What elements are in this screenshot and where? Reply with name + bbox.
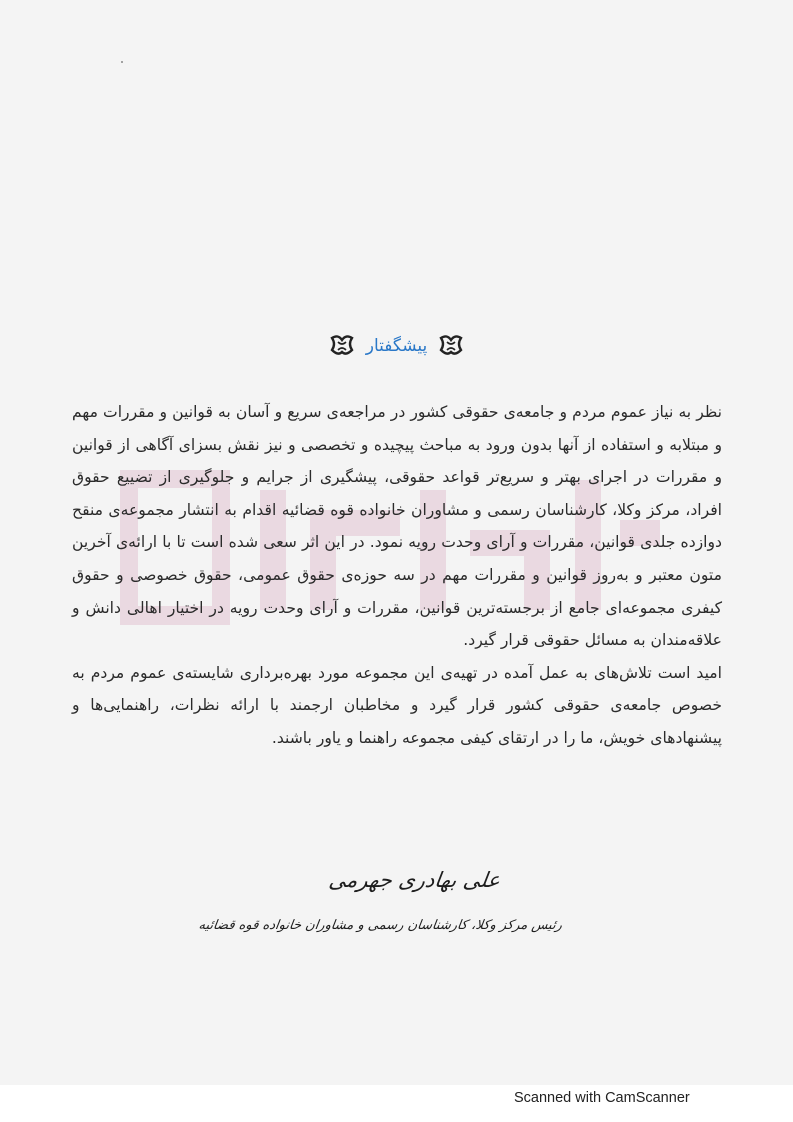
body-text bbox=[72, 396, 722, 755]
scanner-label: Scanned with CamScanner bbox=[514, 1090, 690, 1106]
ornament-right-icon bbox=[437, 332, 465, 360]
scan-speck bbox=[121, 61, 123, 63]
page-title: پیشگفتار bbox=[365, 336, 428, 356]
signature-name: علی بهادری جهرمی bbox=[327, 868, 502, 892]
paragraph-1: نظر به نیاز عموم مردم و جامعه‌ی حقوقی کشور در مراجعه‌ی سریع و آسان به قوانین و مقررات مهم و مبتلابه و استفاده از آنها بدون ورود به مباحث پیچیده و تخصصی و نیز نقش بسزای آگاهی از قوانین و مقررات در اجرای بهتر و سریع‌تر قواعد حقوقی، پیشگیری از جرایم و جلوگیری از تضییع حقوق افراد، مرکز وکلا، کارشناسان رسمی و مشاوران خانواده قوه قضائیه اقدام به انتشار مجموعه‌ی منقح دوازده جلدی قوانین، مقررات و آرای وحدت رویه نمود. در این اثر سعی شده است تا با ارائه‌ی آخرین متون معتبر و به‌روز قوانین و مقررات مهم در سه حوزه‌ی حقوق عمومی، حقوق خصوصی و حقوق کیفری مجموعه‌ای جامع از برجسته‌ترین قوانین، مقررات و آرای وحدت رویه در اختیار اهالی دانش و علاقه‌مندان به مسائل حقوقی قرار گیرد. bbox=[72, 403, 722, 650]
signature bbox=[300, 868, 540, 908]
signature-title: رئیس مرکز وکلا، کارشناسان رسمی و مشاوران خانواده قوه قضائیه bbox=[197, 918, 564, 933]
ornament-left-icon bbox=[328, 332, 356, 360]
paragraph-2: امید است تلاش‌های به عمل آمده در تهیه‌ی این مجموعه مورد بهره‌برداری شایسته‌ی عموم مردم به خصوص جامعه‌ی حقوقی کشور قرار گیرد و مخاطبان ارجمند با ارائه نظرات، راهنمایی‌ها و پیشنهادهای خویش، ما را در ارتقای کیفی مجموعه راهنما و یاور باشند. bbox=[72, 663, 722, 747]
title-row bbox=[0, 328, 793, 364]
